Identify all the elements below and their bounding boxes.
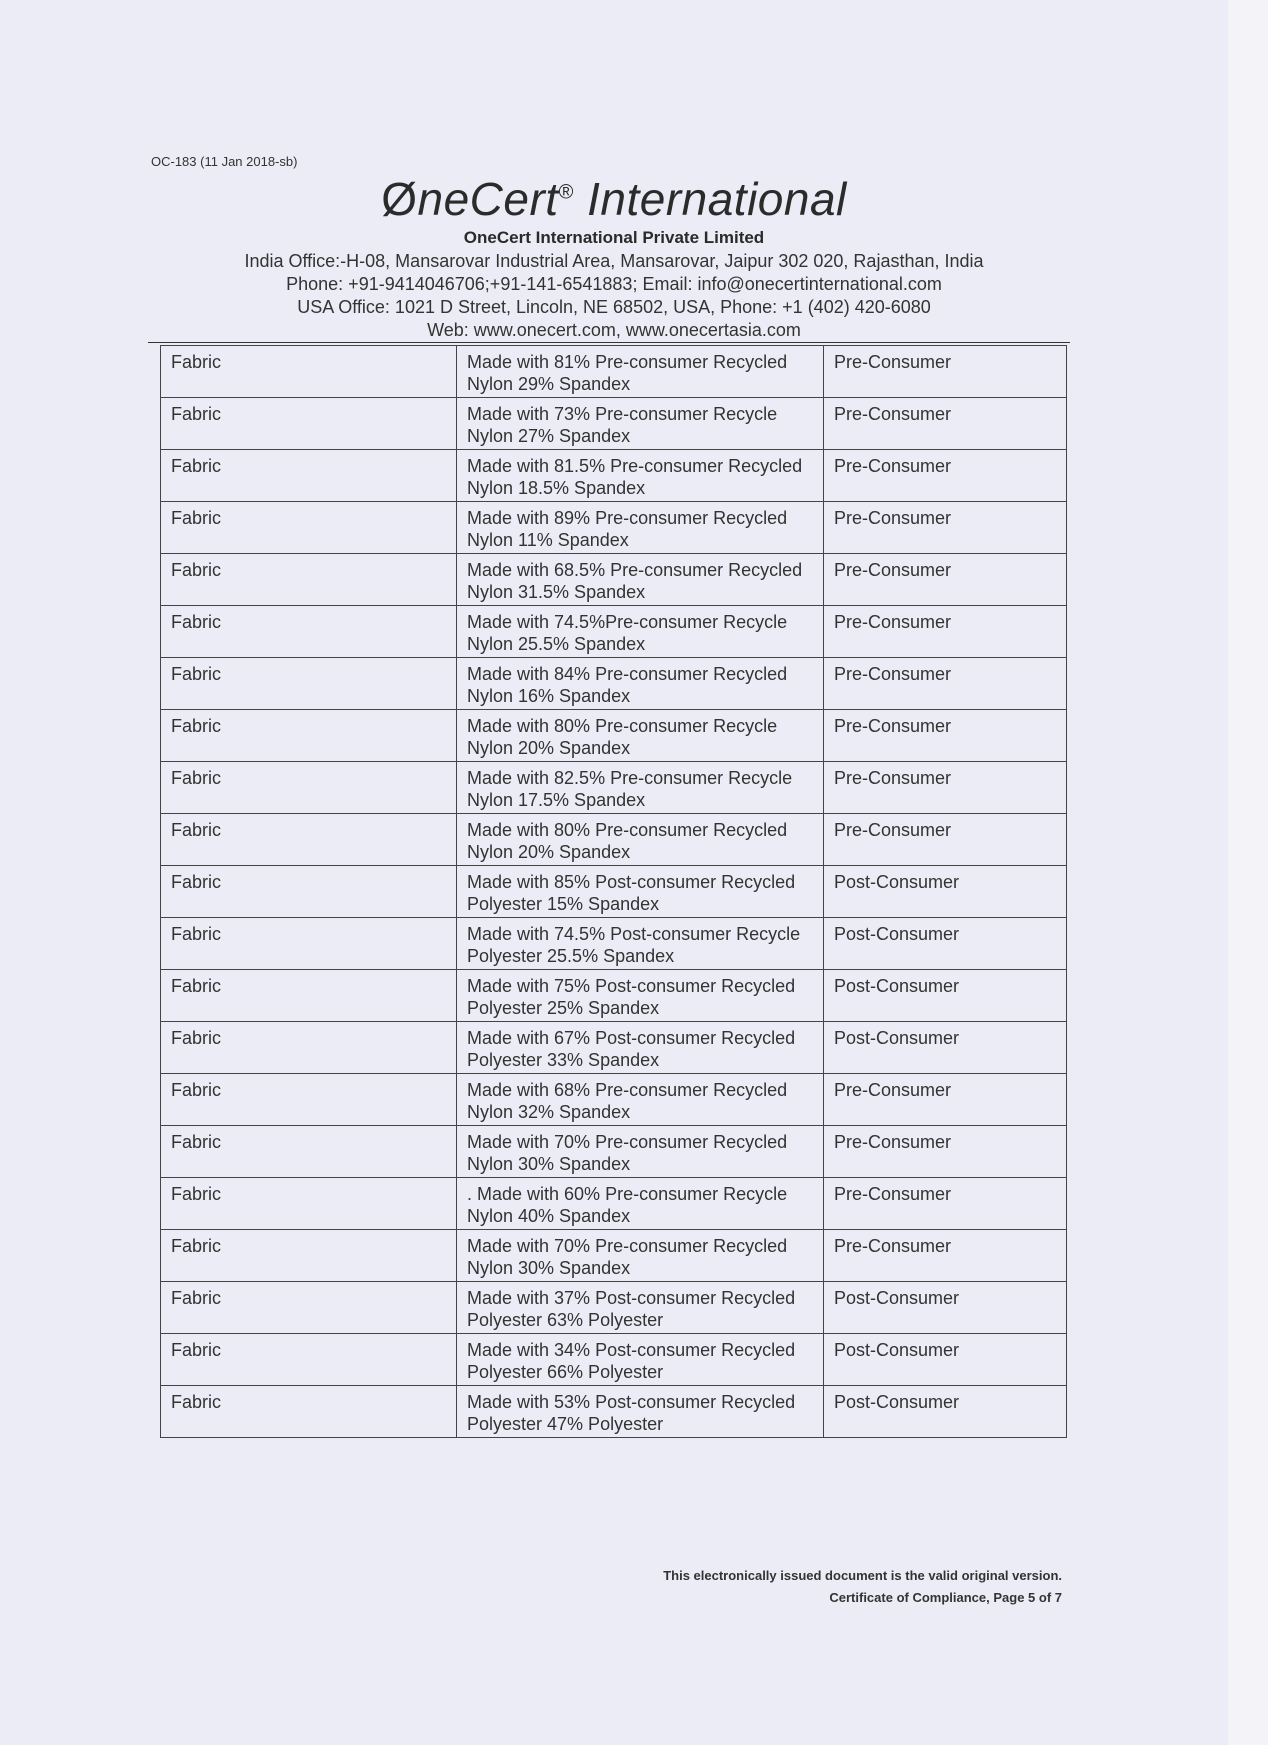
- brand-suffix: International: [573, 173, 847, 225]
- table-row: [161, 762, 1067, 814]
- category-cell: Post-Consumer: [824, 1386, 1067, 1438]
- description-cell: Made with 89% Pre-consumer Recycled Nylon 11% Spandex: [457, 502, 824, 554]
- category-cell: Post-Consumer: [824, 866, 1067, 918]
- products-table-body: [161, 346, 1067, 1438]
- category-cell: Pre-Consumer: [824, 346, 1067, 398]
- header-divider: [148, 342, 1070, 343]
- description-cell: Made with 81% Pre-consumer Recycled Nylon 29% Spandex: [457, 346, 824, 398]
- category-cell: Pre-Consumer: [824, 710, 1067, 762]
- product-type-cell: Fabric: [161, 1282, 457, 1334]
- table-row: [161, 1074, 1067, 1126]
- description-cell: Made with 53% Post-consumer Recycled Polyester 47% Polyester: [457, 1386, 824, 1438]
- category-cell: Post-Consumer: [824, 918, 1067, 970]
- category-cell: Post-Consumer: [824, 1334, 1067, 1386]
- validity-note: This electronically issued document is the valid original version.: [663, 1568, 1062, 1583]
- table-row: [161, 658, 1067, 710]
- category-cell: Pre-Consumer: [824, 1230, 1067, 1282]
- india-office-address: India Office:-H-08, Mansarovar Industrial Area, Mansarovar, Jaipur 302 020, Rajasthan, India: [244, 251, 984, 271]
- category-cell: Post-Consumer: [824, 1282, 1067, 1334]
- table-row: [161, 1282, 1067, 1334]
- table-row: [161, 1126, 1067, 1178]
- description-cell: Made with 70% Pre-consumer Recycled Nylon 30% Spandex: [457, 1230, 824, 1282]
- description-cell: . Made with 60% Pre-consumer Recycle Nylon 40% Spandex: [457, 1178, 824, 1230]
- category-cell: Pre-Consumer: [824, 1126, 1067, 1178]
- description-cell: Made with 68.5% Pre-consumer Recycled Nylon 31.5% Spandex: [457, 554, 824, 606]
- document-code: OC-183 (11 Jan 2018-sb): [151, 154, 298, 169]
- category-cell: Pre-Consumer: [824, 502, 1067, 554]
- product-type-cell: Fabric: [161, 606, 457, 658]
- product-type-cell: Fabric: [161, 346, 457, 398]
- description-cell: Made with 84% Pre-consumer Recycled Nylon 16% Spandex: [457, 658, 824, 710]
- category-cell: Pre-Consumer: [824, 450, 1067, 502]
- description-cell: Made with 37% Post-consumer Recycled Polyester 63% Polyester: [457, 1282, 824, 1334]
- description-cell: Made with 75% Post-consumer Recycled Polyester 25% Spandex: [457, 970, 824, 1022]
- description-cell: Made with 73% Pre-consumer Recycle Nylon 27% Spandex: [457, 398, 824, 450]
- products-table: [160, 345, 1067, 1438]
- table-row: [161, 554, 1067, 606]
- table-row: [161, 398, 1067, 450]
- product-type-cell: Fabric: [161, 554, 457, 606]
- table-row: [161, 346, 1067, 398]
- product-type-cell: Fabric: [161, 450, 457, 502]
- category-cell: Pre-Consumer: [824, 554, 1067, 606]
- product-type-cell: Fabric: [161, 1334, 457, 1386]
- product-type-cell: Fabric: [161, 970, 457, 1022]
- description-cell: Made with 85% Post-consumer Recycled Polyester 15% Spandex: [457, 866, 824, 918]
- table-row: [161, 1178, 1067, 1230]
- category-cell: Pre-Consumer: [824, 658, 1067, 710]
- table-row: [161, 606, 1067, 658]
- product-type-cell: Fabric: [161, 762, 457, 814]
- brand-logo: [0, 172, 1228, 226]
- product-type-cell: Fabric: [161, 1386, 457, 1438]
- table-row: [161, 1386, 1067, 1438]
- product-type-cell: Fabric: [161, 1022, 457, 1074]
- product-type-cell: Fabric: [161, 1178, 457, 1230]
- category-cell: Pre-Consumer: [824, 398, 1067, 450]
- table-row: [161, 450, 1067, 502]
- table-row: [161, 1230, 1067, 1282]
- description-cell: Made with 67% Post-consumer Recycled Polyester 33% Spandex: [457, 1022, 824, 1074]
- product-type-cell: Fabric: [161, 918, 457, 970]
- table-row: [161, 502, 1067, 554]
- description-cell: Made with 74.5%Pre-consumer Recycle Nylon 25.5% Spandex: [457, 606, 824, 658]
- category-cell: Pre-Consumer: [824, 606, 1067, 658]
- category-cell: Pre-Consumer: [824, 814, 1067, 866]
- product-type-cell: Fabric: [161, 658, 457, 710]
- product-type-cell: Fabric: [161, 866, 457, 918]
- brand-name: neCert: [417, 173, 559, 225]
- description-cell: Made with 80% Pre-consumer Recycle Nylon 20% Spandex: [457, 710, 824, 762]
- product-type-cell: Fabric: [161, 1126, 457, 1178]
- company-name: OneCert International Private Limited: [463, 228, 765, 247]
- description-cell: Made with 80% Pre-consumer Recycled Nylon 20% Spandex: [457, 814, 824, 866]
- registered-mark: ®: [558, 181, 574, 204]
- phone-email-line: Phone: +91-9414046706;+91-141-6541883; Email: info@onecertinternational.com: [286, 274, 942, 294]
- description-cell: Made with 68% Pre-consumer Recycled Nylon 32% Spandex: [457, 1074, 824, 1126]
- description-cell: Made with 34% Post-consumer Recycled Polyester 66% Polyester: [457, 1334, 824, 1386]
- table-row: [161, 1334, 1067, 1386]
- product-type-cell: Fabric: [161, 1074, 457, 1126]
- category-cell: Pre-Consumer: [824, 1178, 1067, 1230]
- table-row: [161, 970, 1067, 1022]
- product-type-cell: Fabric: [161, 502, 457, 554]
- category-cell: Post-Consumer: [824, 1022, 1067, 1074]
- table-row: [161, 1022, 1067, 1074]
- product-type-cell: Fabric: [161, 1230, 457, 1282]
- usa-office-address: USA Office: 1021 D Street, Lincoln, NE 68502, USA, Phone: +1 (402) 420-6080: [297, 297, 931, 317]
- description-cell: Made with 81.5% Pre-consumer Recycled Nylon 18.5% Spandex: [457, 450, 824, 502]
- table-row: [161, 918, 1067, 970]
- product-type-cell: Fabric: [161, 710, 457, 762]
- web-line: Web: www.onecert.com, www.onecertasia.com: [427, 320, 801, 340]
- description-cell: Made with 74.5% Post-consumer Recycle Polyester 25.5% Spandex: [457, 918, 824, 970]
- description-cell: Made with 70% Pre-consumer Recycled Nylon 30% Spandex: [457, 1126, 824, 1178]
- table-row: [161, 814, 1067, 866]
- scan-margin: [1228, 0, 1268, 1745]
- description-cell: Made with 82.5% Pre-consumer Recycle Nylon 17.5% Spandex: [457, 762, 824, 814]
- product-type-cell: Fabric: [161, 398, 457, 450]
- check-circle-icon: Ø: [381, 173, 418, 225]
- category-cell: Pre-Consumer: [824, 1074, 1067, 1126]
- table-row: [161, 866, 1067, 918]
- table-row: [161, 710, 1067, 762]
- page-info: Certificate of Compliance, Page 5 of 7: [829, 1590, 1062, 1605]
- category-cell: Pre-Consumer: [824, 762, 1067, 814]
- category-cell: Post-Consumer: [824, 970, 1067, 1022]
- product-type-cell: Fabric: [161, 814, 457, 866]
